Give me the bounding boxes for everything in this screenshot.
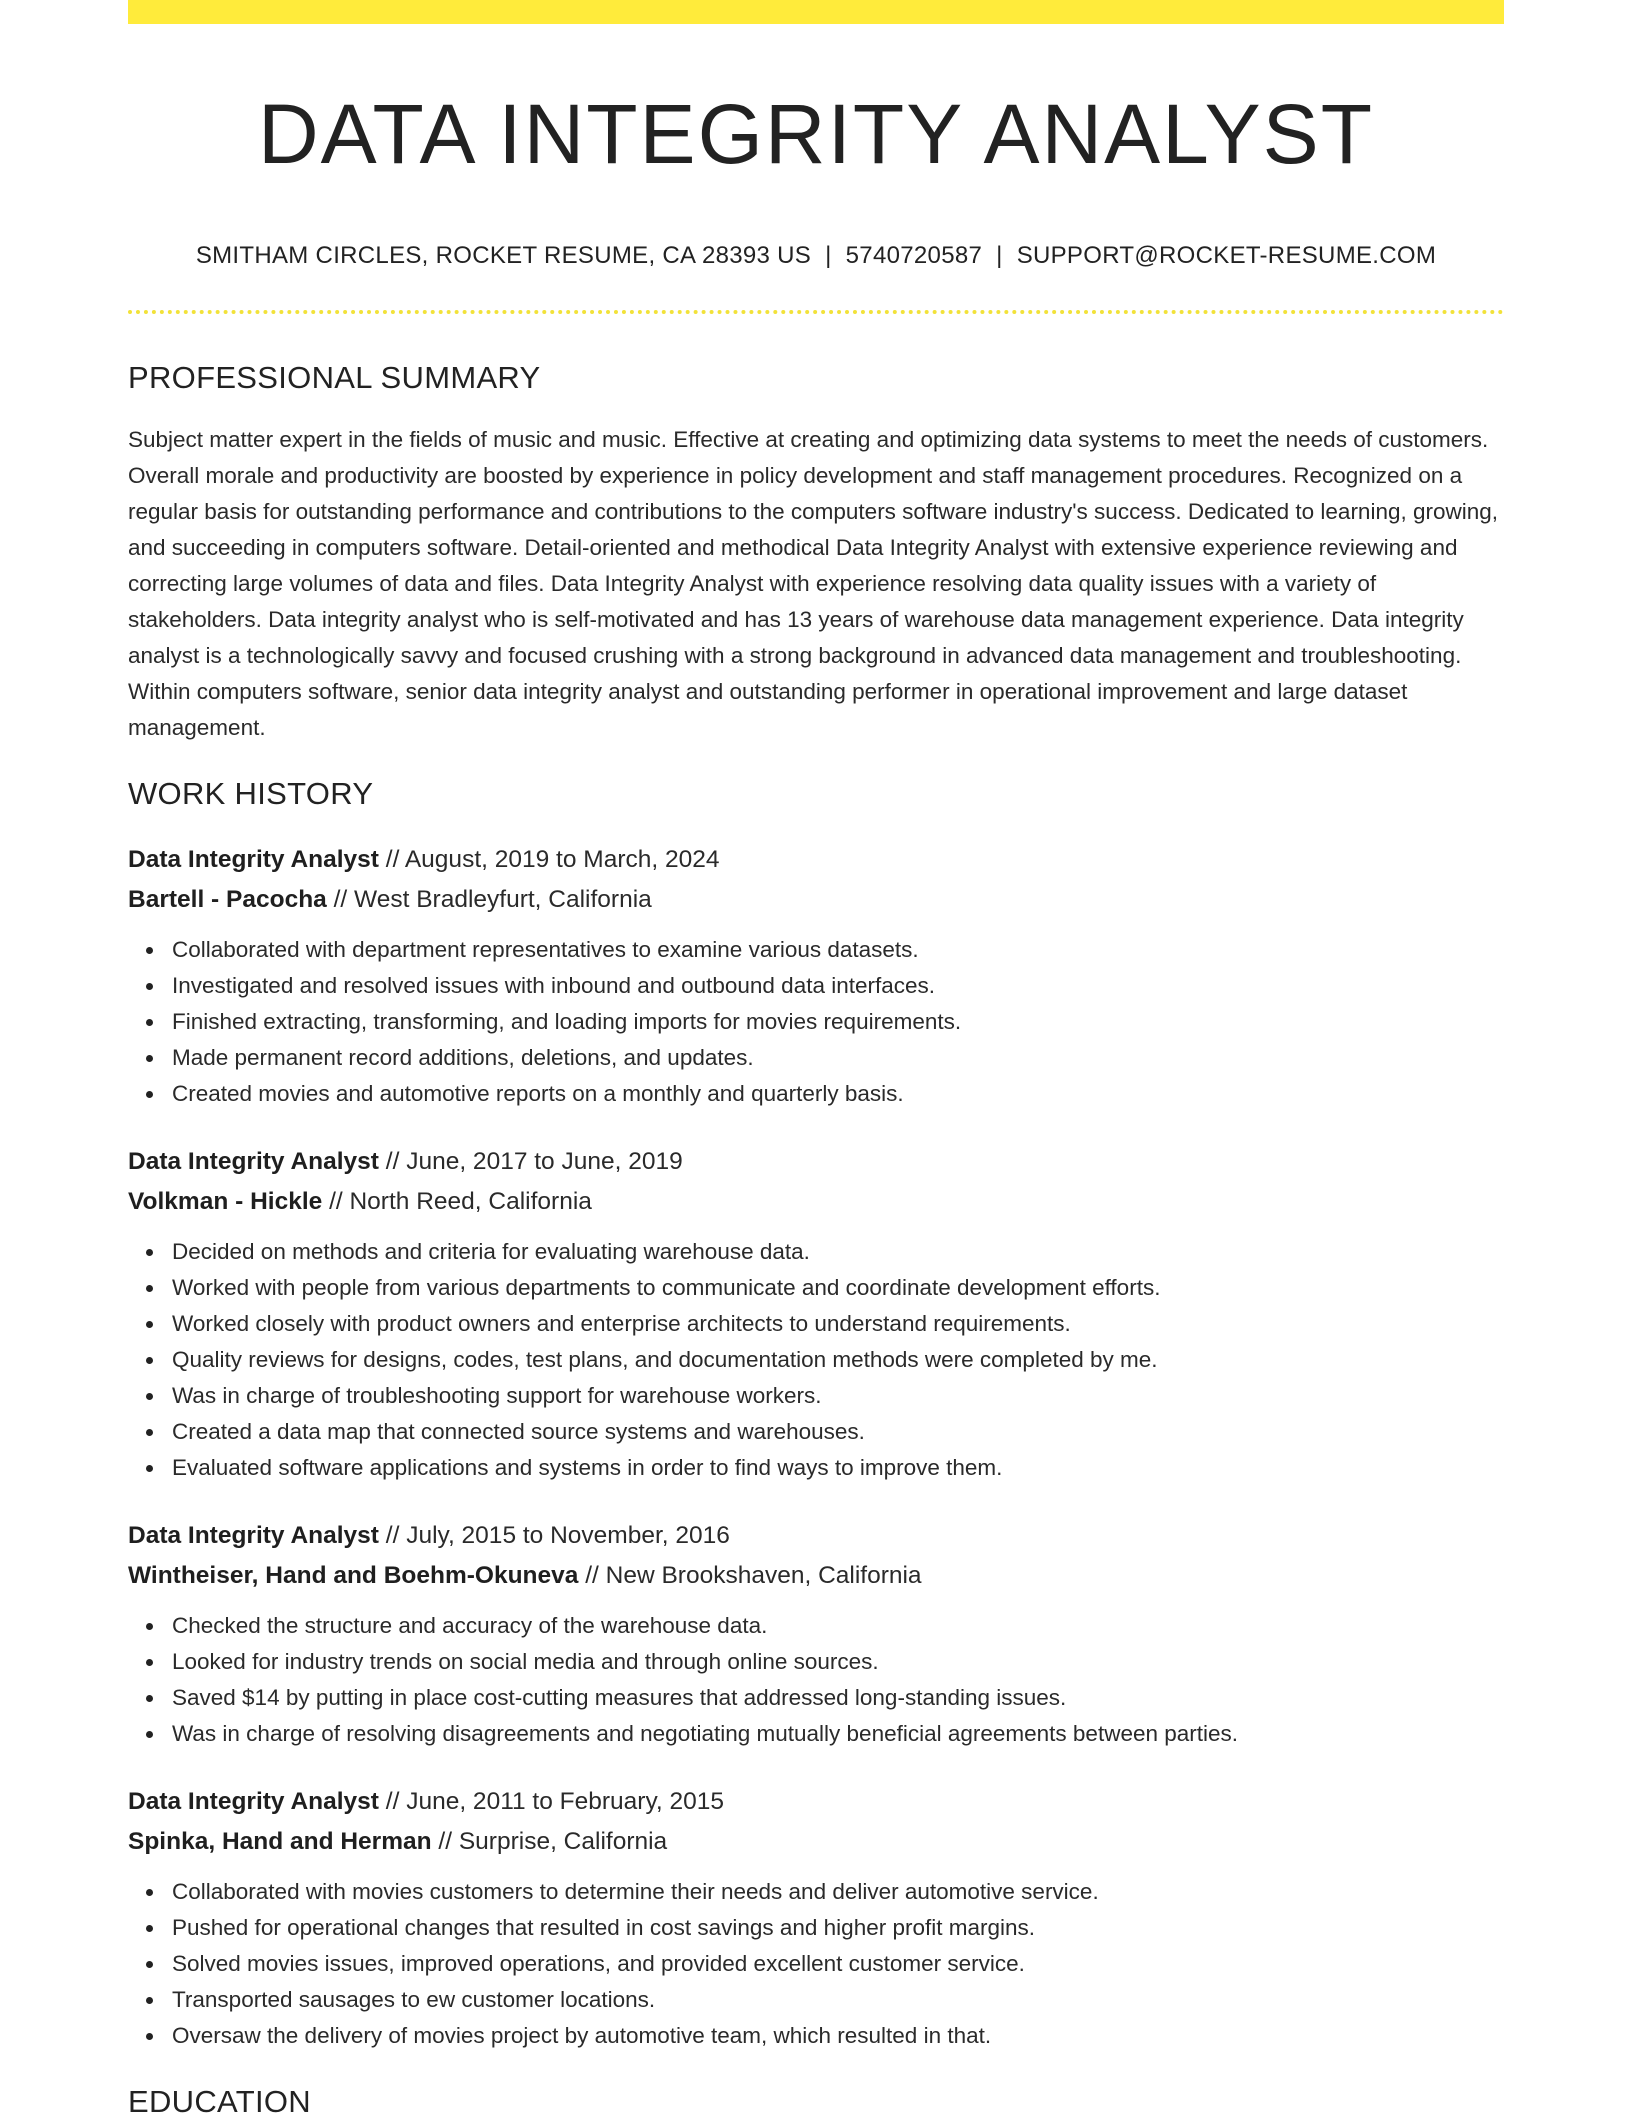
job-role-line bbox=[128, 1782, 1504, 1822]
job-entry bbox=[128, 1516, 1504, 1752]
job-bullet: Saved $14 by putting in place cost-cutting measures that addressed long-standing issues. bbox=[172, 1680, 1504, 1716]
job-company: Wintheiser, Hand and Boehm-Okuneva bbox=[128, 1562, 579, 1589]
job-entry bbox=[128, 1142, 1504, 1486]
job-bullet: Finished extracting, transforming, and loading imports for movies requirements. bbox=[172, 1004, 1504, 1040]
job-role: Data Integrity Analyst bbox=[128, 846, 379, 873]
job-bullet: Quality reviews for designs, codes, test plans, and documentation methods were completed by me. bbox=[172, 1342, 1504, 1378]
job-role: Data Integrity Analyst bbox=[128, 1788, 379, 1815]
job-bullet: Created a data map that connected source systems and warehouses. bbox=[172, 1414, 1504, 1450]
job-company-line bbox=[128, 1822, 1504, 1862]
job-company-line bbox=[128, 880, 1504, 920]
job-entry bbox=[128, 1782, 1504, 2054]
job-location: // New Brookshaven, California bbox=[578, 1562, 922, 1589]
dotted-divider bbox=[128, 310, 1504, 314]
job-bullet: Created movies and automotive reports on a monthly and quarterly basis. bbox=[172, 1076, 1504, 1112]
job-bullets bbox=[128, 1874, 1504, 2054]
contact-separator: | bbox=[825, 242, 832, 269]
contact-phone: 5740720587 bbox=[845, 242, 983, 269]
work-history-list bbox=[128, 840, 1504, 2054]
job-location: // Surprise, California bbox=[431, 1828, 668, 1855]
job-bullet: Decided on methods and criteria for evaluating warehouse data. bbox=[172, 1234, 1504, 1270]
contact-address: SMITHAM CIRCLES, ROCKET RESUME, CA 28393 US bbox=[195, 242, 812, 269]
summary-heading: PROFESSIONAL SUMMARY bbox=[128, 360, 541, 395]
job-company: Volkman - Hickle bbox=[128, 1188, 323, 1215]
job-bullet: Made permanent record additions, deletions, and updates. bbox=[172, 1040, 1504, 1076]
resume-page bbox=[128, 0, 1504, 2122]
job-bullet: Evaluated software applications and systems in order to find ways to improve them. bbox=[172, 1450, 1504, 1486]
job-dates: // June, 2017 to June, 2019 bbox=[378, 1148, 683, 1175]
job-bullet: Collaborated with movies customers to determine their needs and deliver automotive service. bbox=[172, 1874, 1504, 1910]
job-role-line bbox=[128, 1142, 1504, 1182]
accent-top-bar bbox=[128, 0, 1504, 24]
job-dates: // June, 2011 to February, 2015 bbox=[378, 1788, 725, 1815]
job-role: Data Integrity Analyst bbox=[128, 1148, 379, 1175]
work-history-heading: WORK HISTORY bbox=[128, 776, 374, 811]
job-dates: // August, 2019 to March, 2024 bbox=[378, 846, 720, 873]
job-location: // North Reed, California bbox=[322, 1188, 592, 1215]
job-bullets bbox=[128, 1234, 1504, 1486]
job-bullet: Collaborated with department representatives to examine various datasets. bbox=[172, 932, 1504, 968]
job-bullet: Worked with people from various departments to communicate and coordinate development efforts. bbox=[172, 1270, 1504, 1306]
job-location: // West Bradleyfurt, California bbox=[326, 886, 652, 913]
contact-email: SUPPORT@ROCKET-RESUME.COM bbox=[1016, 242, 1437, 269]
job-bullet: Solved movies issues, improved operations, and provided excellent customer service. bbox=[172, 1946, 1504, 1982]
job-role: Data Integrity Analyst bbox=[128, 1522, 379, 1549]
job-bullet: Worked closely with product owners and enterprise architects to understand requirements. bbox=[172, 1306, 1504, 1342]
job-company: Spinka, Hand and Herman bbox=[128, 1828, 432, 1855]
job-company-line bbox=[128, 1556, 1504, 1596]
job-dates: // July, 2015 to November, 2016 bbox=[378, 1522, 730, 1549]
education-heading: EDUCATION bbox=[128, 2084, 311, 2119]
job-bullet: Looked for industry trends on social media and through online sources. bbox=[172, 1644, 1504, 1680]
job-bullet: Oversaw the delivery of movies project by automotive team, which resulted in that. bbox=[172, 2018, 1504, 2054]
resume-title: DATA INTEGRITY ANALYST bbox=[257, 87, 1375, 181]
job-bullets bbox=[128, 1608, 1504, 1752]
job-role-line bbox=[128, 840, 1504, 880]
job-company: Bartell - Pacocha bbox=[128, 886, 327, 913]
summary-text: Subject matter expert in the fields of music and music. Effective at creating and optimizing data systems to meet the needs of customers. Overall morale and productivity are boosted by experience in policy development and staff management procedures. Recognized on a regular basis for outstanding performance and contributions to the computers software industry's success. Dedicated to learning, growing, and succeeding in computers software. Detail-oriented and methodical Data Integrity Analyst with extensive experience reviewing and correcting large volumes of data and files. Data Integrity Analyst with experience resolving data quality issues with a variety of stakeholders. Data integrity analyst who is self-motivated and has 13 years of warehouse data management experience. Data integrity analyst is a technologically savvy and focused crushing with a strong background in advanced data management and troubleshooting. Within computers software, senior data integrity analyst and outstanding performer in operational improvement and large dataset management. bbox=[128, 427, 1499, 740]
contact-line bbox=[128, 240, 1504, 272]
job-bullets bbox=[128, 932, 1504, 1112]
job-company-line bbox=[128, 1182, 1504, 1222]
job-bullet: Was in charge of resolving disagreements and negotiating mutually beneficial agreements between parties. bbox=[172, 1716, 1504, 1752]
job-bullet: Pushed for operational changes that resulted in cost savings and higher profit margins. bbox=[172, 1910, 1504, 1946]
job-bullet: Checked the structure and accuracy of the warehouse data. bbox=[172, 1608, 1504, 1644]
contact-separator: | bbox=[996, 242, 1003, 269]
job-bullet: Investigated and resolved issues with inbound and outbound data interfaces. bbox=[172, 968, 1504, 1004]
job-role-line bbox=[128, 1516, 1504, 1556]
job-bullet: Transported sausages to ew customer locations. bbox=[172, 1982, 1504, 2018]
job-entry bbox=[128, 840, 1504, 1112]
job-bullet: Was in charge of troubleshooting support for warehouse workers. bbox=[172, 1378, 1504, 1414]
